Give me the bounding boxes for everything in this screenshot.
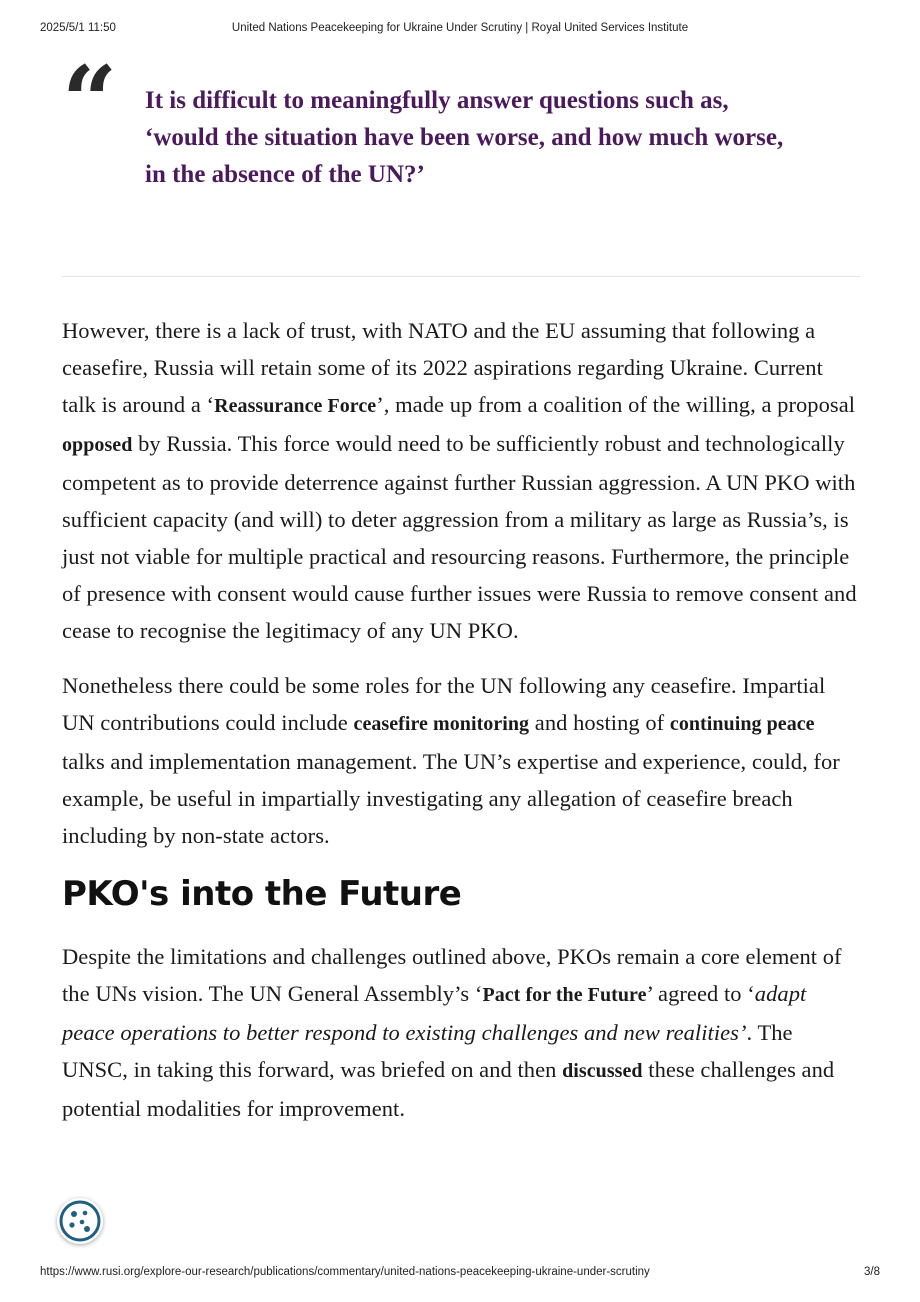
cookie-icon: [57, 1198, 103, 1244]
link-reassurance-force[interactable]: Reassurance Force: [214, 395, 377, 417]
pull-quote: [62, 45, 862, 212]
print-datetime: 2025/5/1 11:50: [40, 22, 116, 34]
paragraph-2: Nonetheless there could be some roles for the UN following any ceasefire. Impartial UN contributions could include ceasefire monitoring and hosting of continuing peace talks and implementation management. The UN’s expertise and experience, could, for example, be useful in impartially investigating any allegation of ceasefire breach including by non-state actors.: [62, 673, 840, 848]
print-url: https://www.rusi.org/explore-our-research/publications/commentary/united-nations-peacekeeping-ukraine-under-scrutiny: [40, 1266, 650, 1278]
link-opposed[interactable]: opposed: [62, 434, 133, 456]
print-header: [0, 22, 920, 38]
cookie-settings-button[interactable]: [57, 1198, 103, 1244]
link-pact-for-the-future[interactable]: Pact for the Future: [482, 984, 647, 1006]
link-ceasefire-monitoring[interactable]: ceasefire monitoring: [353, 713, 530, 735]
print-page-title: United Nations Peacekeeping for Ukraine Under Scrutiny | Royal United Services Institute: [231, 22, 689, 34]
quote-mark-icon: “: [62, 45, 118, 158]
print-footer: [0, 1266, 920, 1282]
section-heading: PKO's into the Future: [62, 874, 462, 914]
link-discussed[interactable]: discussed: [562, 1060, 643, 1082]
link-continuing-peace[interactable]: continuing peace: [669, 713, 815, 735]
paragraph-1: However, there is a lack of trust, with NATO and the EU assuming that following a ceasefire, Russia will retain some of its 2022 aspirations regarding Ukraine. Current talk is around a ‘Reassurance Force’, made up from a coalition of the willing, a proposal opposed by Russia. This force would need to be sufficiently robust and technologically competent as to provide deterrence against further Russian aggression. A UN PKO with sufficient capacity (and will) to deter aggression from a military as large as Russia’s, is just not viable for multiple practical and resourcing reasons. Furthermore, the principle of presence with consent would cause further issues were Russia to remove consent and cease to recognise the legitimacy of any UN PKO.: [62, 318, 857, 643]
divider: [62, 276, 860, 277]
pull-quote-text: It is difficult to meaningfully answer questions such as, ‘would the situation have been worse, and how much worse, in the absence of the UN?’: [145, 87, 784, 188]
paragraph-3: Despite the limitations and challenges outlined above, PKOs remain a core element of the UNs vision. The UN General Assembly’s ‘Pact for the Future’ agreed to ‘adapt peace operations to better respond to existing challenges and new realities’. The UNSC, in taking this forward, was briefed on and then discussed these challenges and potential modalities for improvement.: [62, 944, 842, 1121]
quoted-phrase: adapt peace operations to better respond to existing challenges and new realities’: [62, 981, 807, 1045]
page-number: 3/8: [864, 1266, 880, 1278]
article-body: [62, 312, 862, 1145]
